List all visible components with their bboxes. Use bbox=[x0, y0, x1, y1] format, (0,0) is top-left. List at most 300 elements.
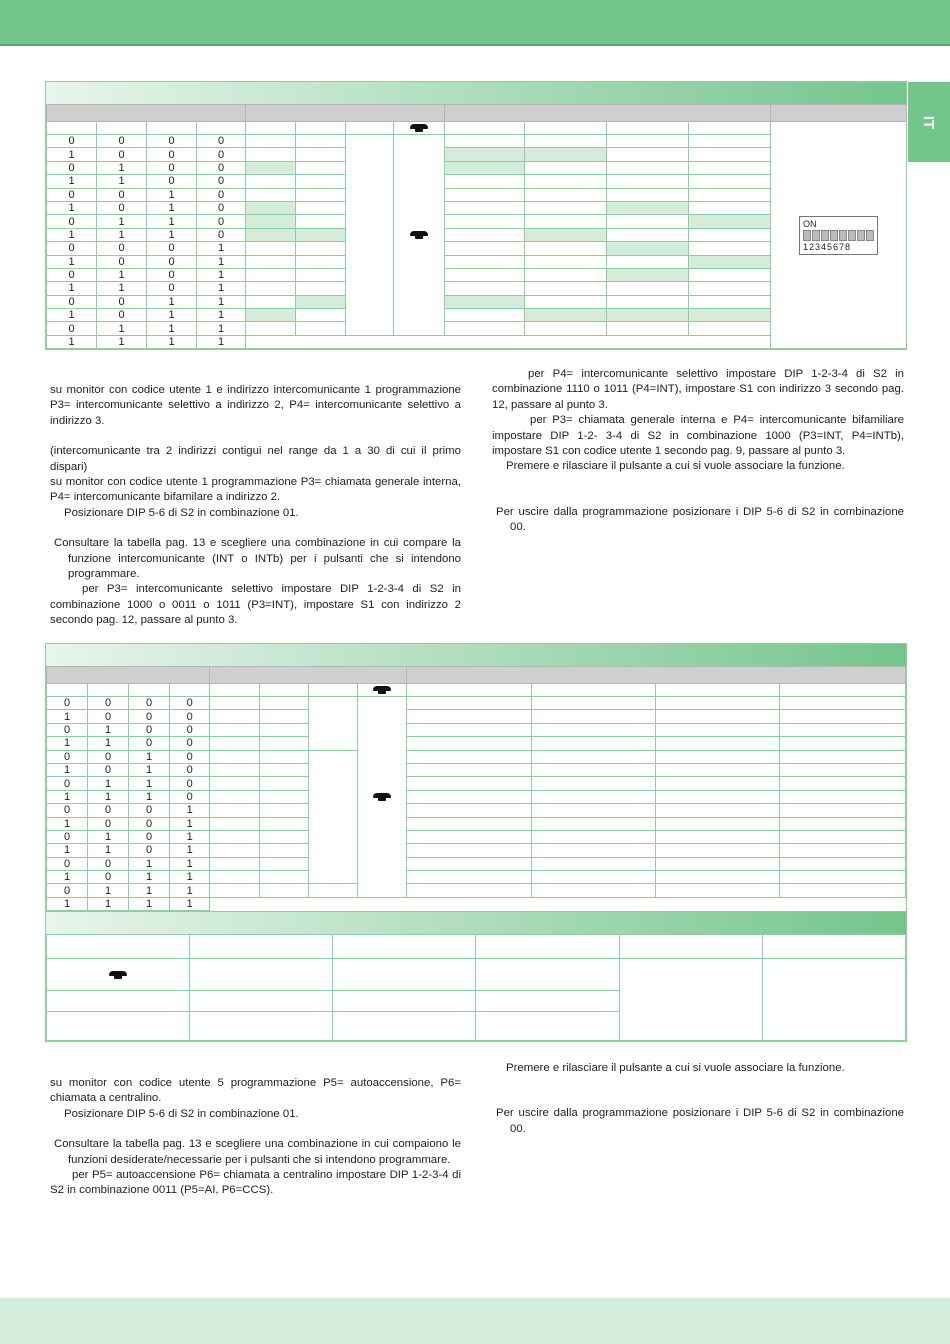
dip-value-cell: 0 bbox=[88, 750, 129, 763]
function-cell bbox=[525, 322, 607, 335]
function-cell bbox=[531, 763, 655, 776]
header-cell bbox=[47, 667, 210, 684]
dip-value-cell: 1 bbox=[47, 790, 88, 803]
dip-value-cell: 1 bbox=[47, 309, 97, 322]
function-cell bbox=[246, 188, 296, 201]
top-header-line bbox=[0, 44, 950, 46]
function-cell bbox=[531, 737, 655, 750]
dip-value-cell: 1 bbox=[147, 335, 197, 348]
dip-value-cell: 1 bbox=[47, 817, 88, 830]
function-cell bbox=[779, 710, 905, 723]
dip-value-cell: 0 bbox=[47, 322, 97, 335]
dip-value-cell: 1 bbox=[147, 295, 197, 308]
function-cell bbox=[210, 857, 260, 870]
function-cell bbox=[407, 804, 531, 817]
function-cell bbox=[296, 295, 346, 308]
dip-value-cell: 1 bbox=[47, 710, 88, 723]
function-cell bbox=[779, 844, 905, 857]
function-cell bbox=[779, 804, 905, 817]
table-row bbox=[47, 857, 906, 870]
function-cell bbox=[296, 188, 346, 201]
handset-icon bbox=[372, 792, 392, 802]
subheader-cell bbox=[689, 122, 771, 135]
table-row bbox=[47, 897, 906, 910]
dip-value-cell: 1 bbox=[170, 804, 210, 817]
dip-value-cell: 1 bbox=[147, 201, 197, 214]
dip-switch bbox=[812, 230, 820, 241]
function-cell bbox=[525, 175, 607, 188]
function-cell bbox=[525, 148, 607, 161]
dip-value-cell: 0 bbox=[97, 255, 147, 268]
function-cell bbox=[689, 282, 771, 295]
dip-value-cell: 1 bbox=[129, 777, 170, 790]
dip-value-cell: 1 bbox=[88, 723, 129, 736]
table1-section bbox=[45, 81, 907, 350]
function-cell bbox=[445, 295, 525, 308]
function-cell bbox=[210, 723, 260, 736]
subheader-cell bbox=[531, 684, 655, 697]
function-cell bbox=[445, 135, 525, 148]
table-row bbox=[47, 710, 906, 723]
dip-value-cell: 0 bbox=[170, 777, 210, 790]
subheader-cell bbox=[97, 122, 147, 135]
function-cell bbox=[655, 763, 779, 776]
dip-value-cell: 0 bbox=[147, 282, 197, 295]
subheader-cell bbox=[147, 122, 197, 135]
table-row bbox=[47, 723, 906, 736]
function-cell bbox=[531, 884, 655, 897]
dip-value-cell: 0 bbox=[88, 710, 129, 723]
function-cell bbox=[296, 242, 346, 255]
function-cell bbox=[296, 228, 346, 241]
function-cell bbox=[394, 135, 445, 336]
dip-value-cell: 1 bbox=[88, 897, 129, 910]
dip-value-cell: 0 bbox=[47, 830, 88, 843]
function-cell bbox=[210, 750, 260, 763]
dip-value-cell: 0 bbox=[47, 723, 88, 736]
dip-value-cell: 1 bbox=[147, 322, 197, 335]
table-row bbox=[47, 750, 906, 763]
function-cell bbox=[407, 697, 531, 710]
function-cell bbox=[260, 737, 309, 750]
header-cell bbox=[47, 105, 246, 122]
function-cell bbox=[246, 282, 296, 295]
subheader-cell bbox=[246, 122, 296, 135]
dip-value-cell: 0 bbox=[197, 175, 246, 188]
function-cell bbox=[445, 175, 525, 188]
function-cell bbox=[531, 804, 655, 817]
subheader-cell bbox=[525, 122, 607, 135]
function-cell bbox=[296, 175, 346, 188]
function-cell bbox=[689, 322, 771, 335]
subheader-cell bbox=[88, 684, 129, 697]
dip-value-cell: 1 bbox=[129, 763, 170, 776]
function-cell bbox=[246, 148, 296, 161]
example-description: su monitor con codice utente 1 e indirizzo intercomunicante 1 programmazione P3= intercomunicante selettivo a indirizzo 2, P4= intercomunicante selettivo a indirizzo 3. bbox=[50, 384, 461, 427]
function-cell bbox=[260, 777, 309, 790]
dip-value-cell: 0 bbox=[47, 161, 97, 174]
function-cell bbox=[407, 790, 531, 803]
dip-value-cell: 0 bbox=[197, 135, 246, 148]
function-cell bbox=[445, 188, 525, 201]
subheader-cell bbox=[47, 122, 97, 135]
dip-value-cell: 1 bbox=[47, 175, 97, 188]
table-row bbox=[47, 884, 906, 897]
function-cell bbox=[525, 242, 607, 255]
dip-value-cell: 0 bbox=[47, 242, 97, 255]
table-row bbox=[47, 830, 906, 843]
dip-switch bbox=[803, 230, 811, 241]
dip-value-cell: 1 bbox=[97, 228, 147, 241]
function-cell bbox=[531, 830, 655, 843]
dip-value-cell: 1 bbox=[129, 897, 170, 910]
handset-icon bbox=[108, 970, 128, 980]
function-cell bbox=[407, 710, 531, 723]
dip-value-cell: 0 bbox=[47, 857, 88, 870]
function-cell bbox=[246, 161, 296, 174]
function-cell bbox=[246, 215, 296, 228]
function-cell bbox=[531, 697, 655, 710]
function-cell bbox=[607, 175, 689, 188]
dip-value-cell: 1 bbox=[97, 161, 147, 174]
function-cell bbox=[407, 871, 531, 884]
step2-4: Per uscire dalla programmazione posizionare i DIP 5-6 di S2 in combinazione 00. bbox=[496, 1107, 904, 1135]
function-cell bbox=[407, 750, 531, 763]
function-cell bbox=[607, 215, 689, 228]
function-cell bbox=[779, 750, 905, 763]
dip-value-cell: 0 bbox=[47, 884, 88, 897]
empty-cell bbox=[210, 897, 906, 910]
function-cell bbox=[407, 737, 531, 750]
subheader-cell bbox=[129, 684, 170, 697]
dip-value-cell: 0 bbox=[197, 228, 246, 241]
function-cell bbox=[260, 857, 309, 870]
function-cell bbox=[655, 830, 779, 843]
dip-value-cell: 1 bbox=[197, 335, 246, 348]
function-cell bbox=[779, 790, 905, 803]
function-cell bbox=[210, 763, 260, 776]
function-cell bbox=[246, 322, 296, 335]
dip-value-cell: 1 bbox=[170, 884, 210, 897]
function-cell bbox=[607, 282, 689, 295]
dip-value-cell: 0 bbox=[129, 804, 170, 817]
function-cell bbox=[531, 817, 655, 830]
dip-value-cell: 0 bbox=[147, 175, 197, 188]
function-cell bbox=[260, 817, 309, 830]
step-4: Per uscire dalla programmazione posizionare i DIP 5-6 di S2 in combinazione 00. bbox=[496, 505, 904, 534]
dip-value-cell: 0 bbox=[170, 737, 210, 750]
header-cell bbox=[407, 667, 906, 684]
function-cell bbox=[689, 255, 771, 268]
table2-section bbox=[45, 643, 907, 1042]
function-cell bbox=[607, 309, 689, 322]
function-cell bbox=[260, 844, 309, 857]
function-cell bbox=[260, 871, 309, 884]
function-cell bbox=[525, 295, 607, 308]
function-cell bbox=[607, 228, 689, 241]
dip-value-cell: 0 bbox=[129, 697, 170, 710]
dip-value-cell: 0 bbox=[170, 790, 210, 803]
function-cell bbox=[689, 175, 771, 188]
dip-switches bbox=[803, 230, 874, 241]
function-cell bbox=[445, 161, 525, 174]
dip-value-cell: 0 bbox=[88, 763, 129, 776]
dip-value-cell: 1 bbox=[197, 268, 246, 281]
function-cell bbox=[296, 148, 346, 161]
dip-value-cell: 1 bbox=[97, 335, 147, 348]
function-cell bbox=[246, 201, 296, 214]
dip-value-cell: 1 bbox=[147, 215, 197, 228]
function-cell bbox=[607, 201, 689, 214]
dip-value-cell: 1 bbox=[97, 322, 147, 335]
dip-value-cell: 1 bbox=[129, 884, 170, 897]
table-row bbox=[47, 763, 906, 776]
function-cell bbox=[607, 161, 689, 174]
function-cell bbox=[445, 282, 525, 295]
function-cell bbox=[445, 322, 525, 335]
step2-2a: per P5= autoaccensione P6= chiamata a centralino impostare DIP 1-2-3-4 di S2 in combinazione 0011 (P5=AI, P6=CCS). bbox=[50, 1169, 461, 1197]
function-cell bbox=[296, 255, 346, 268]
dip-value-cell: 1 bbox=[47, 228, 97, 241]
step2-1: Posizionare DIP 5-6 di S2 in combinazione 01. bbox=[64, 1107, 299, 1120]
dip-value-cell: 0 bbox=[129, 830, 170, 843]
function-cell bbox=[210, 777, 260, 790]
function-cell bbox=[296, 268, 346, 281]
function-cell bbox=[445, 148, 525, 161]
function-cell bbox=[689, 309, 771, 322]
dip-switch bbox=[821, 230, 829, 241]
header-cell bbox=[445, 105, 771, 122]
function-cell bbox=[655, 710, 779, 723]
function-cell bbox=[689, 295, 771, 308]
function-cell bbox=[525, 309, 607, 322]
function-cell bbox=[779, 817, 905, 830]
table-row bbox=[47, 790, 906, 803]
dip-value-cell: 0 bbox=[97, 201, 147, 214]
dip-value-cell: 0 bbox=[147, 161, 197, 174]
dip-value-cell: 0 bbox=[97, 309, 147, 322]
subheader-cell bbox=[309, 684, 358, 697]
dip-value-cell: 1 bbox=[97, 175, 147, 188]
handset-icon bbox=[409, 123, 429, 133]
dip-value-cell: 1 bbox=[47, 255, 97, 268]
dip-value-cell: 1 bbox=[47, 871, 88, 884]
subheader-cell bbox=[358, 684, 407, 697]
function-cell bbox=[531, 844, 655, 857]
function-cell bbox=[346, 135, 394, 336]
function-cell bbox=[607, 322, 689, 335]
dip-value-cell: 0 bbox=[88, 871, 129, 884]
function-cell bbox=[260, 790, 309, 803]
function-cell bbox=[779, 884, 905, 897]
dip-value-cell: 1 bbox=[197, 282, 246, 295]
function-cell bbox=[655, 844, 779, 857]
subheader-cell bbox=[170, 684, 210, 697]
function-cell bbox=[296, 201, 346, 214]
function-cell bbox=[655, 884, 779, 897]
subheader-cell bbox=[260, 684, 309, 697]
dip-value-cell: 1 bbox=[129, 790, 170, 803]
dip-value-cell: 1 bbox=[47, 335, 97, 348]
dip-value-cell: 1 bbox=[88, 777, 129, 790]
dip-value-cell: 0 bbox=[88, 857, 129, 870]
dip-switch-diagram bbox=[799, 216, 878, 255]
function-cell bbox=[607, 188, 689, 201]
intercom-note: (intercomunicante tra 2 indirizzi contigui nel range da 1 a 30 di cui il primo dispari) bbox=[50, 445, 461, 473]
dip-value-cell: 0 bbox=[170, 763, 210, 776]
example-description-2: su monitor con codice utente 1 programmazione P3= chiamata generale interna, P4= intercomunicante bifamilare a indirizzo 2. bbox=[50, 476, 461, 504]
function-cell bbox=[260, 830, 309, 843]
function-cell bbox=[655, 697, 779, 710]
subheader-cell bbox=[197, 122, 246, 135]
dip-value-cell: 1 bbox=[47, 148, 97, 161]
function-cell bbox=[531, 777, 655, 790]
function-cell bbox=[525, 201, 607, 214]
function-cell bbox=[407, 844, 531, 857]
step-2c: per P3= chiamata generale interna e P4= intercomunicante bifamiliare impostare DIP 1-2- 3-4 di S2 in combinazione 1000 (P3=INT, P4=INTb), impostare S1 con codice utente 1 secondo pag. 9, passare al punto 3. bbox=[492, 414, 904, 458]
table-row bbox=[47, 804, 906, 817]
dip-switch bbox=[830, 230, 838, 241]
function-cell bbox=[210, 844, 260, 857]
dip-value-cell: 0 bbox=[47, 750, 88, 763]
dip-value-cell: 0 bbox=[47, 777, 88, 790]
step-3: Premere e rilasciare il pulsante a cui si vuole associare la funzione. bbox=[506, 460, 845, 473]
dip-value-cell: 0 bbox=[47, 215, 97, 228]
dip-value-cell: 1 bbox=[147, 228, 197, 241]
dip-value-cell: 1 bbox=[129, 750, 170, 763]
subheader-cell bbox=[47, 684, 88, 697]
function-cell bbox=[531, 790, 655, 803]
language-tab[interactable] bbox=[908, 82, 950, 162]
function-cell bbox=[246, 255, 296, 268]
function-cell bbox=[655, 817, 779, 830]
function-cell bbox=[531, 857, 655, 870]
function-cell bbox=[531, 710, 655, 723]
function-cell bbox=[655, 750, 779, 763]
dip-value-cell: 1 bbox=[97, 282, 147, 295]
function-cell bbox=[531, 750, 655, 763]
table1-header-row bbox=[47, 105, 907, 122]
subheader-cell bbox=[394, 122, 445, 135]
section1-right-text bbox=[492, 367, 904, 536]
function-cell bbox=[210, 697, 260, 710]
function-cell bbox=[525, 255, 607, 268]
dip-value-cell: 1 bbox=[88, 844, 129, 857]
function-cell bbox=[309, 697, 358, 751]
function-cell bbox=[779, 697, 905, 710]
function-cell bbox=[260, 750, 309, 763]
function-cell bbox=[210, 804, 260, 817]
dip-value-cell: 0 bbox=[88, 804, 129, 817]
table1-subheader-row bbox=[47, 122, 907, 135]
dip-value-cell: 0 bbox=[97, 295, 147, 308]
dip-value-cell: 0 bbox=[170, 697, 210, 710]
dip-value-cell: 0 bbox=[97, 135, 147, 148]
table2-gradient-header bbox=[46, 644, 906, 666]
function-cell bbox=[655, 804, 779, 817]
dip-value-cell: 1 bbox=[197, 322, 246, 335]
function-cell bbox=[607, 148, 689, 161]
table3 bbox=[46, 934, 906, 1041]
dip-value-cell: 1 bbox=[47, 282, 97, 295]
header-cell bbox=[771, 105, 907, 122]
subheader-cell bbox=[407, 684, 531, 697]
function-cell bbox=[260, 884, 309, 897]
function-cell bbox=[531, 871, 655, 884]
step-2: Consultare la tabella pag. 13 e scegliere una combinazione in cui compare la funzione intercomunicante (INT o INTb) per i pulsanti che si intendono programmare. bbox=[54, 537, 461, 581]
dip-value-cell: 0 bbox=[47, 268, 97, 281]
function-cell bbox=[210, 737, 260, 750]
dip-switch-cell bbox=[771, 122, 907, 349]
subheader-cell bbox=[607, 122, 689, 135]
function-cell bbox=[689, 242, 771, 255]
function-cell bbox=[607, 255, 689, 268]
function-cell bbox=[779, 763, 905, 776]
function-cell bbox=[407, 763, 531, 776]
subheader-cell bbox=[445, 122, 525, 135]
function-cell bbox=[779, 871, 905, 884]
function-cell bbox=[689, 161, 771, 174]
section2-right-text bbox=[492, 1061, 904, 1137]
dip-value-cell: 0 bbox=[170, 750, 210, 763]
function-cell bbox=[779, 857, 905, 870]
dip-value-cell: 0 bbox=[47, 804, 88, 817]
function-cell bbox=[655, 790, 779, 803]
function-cell bbox=[296, 215, 346, 228]
table2-subheader-row bbox=[47, 684, 906, 697]
dip-value-cell: 1 bbox=[197, 255, 246, 268]
dip-value-cell: 0 bbox=[197, 161, 246, 174]
function-cell bbox=[210, 830, 260, 843]
function-cell bbox=[260, 723, 309, 736]
language-tab-label: IT bbox=[920, 115, 938, 129]
dip-switch bbox=[848, 230, 856, 241]
function-cell bbox=[407, 857, 531, 870]
bottom-footer-bar bbox=[0, 1298, 950, 1344]
header-cell bbox=[210, 667, 407, 684]
dip-value-cell: 1 bbox=[170, 897, 210, 910]
dip-value-cell: 1 bbox=[129, 857, 170, 870]
function-cell bbox=[246, 175, 296, 188]
handset-icon bbox=[372, 685, 392, 695]
dip-value-cell: 1 bbox=[170, 817, 210, 830]
step2-3: Premere e rilasciare il pulsante a cui si vuole associare la funzione. bbox=[506, 1062, 845, 1074]
function-cell bbox=[531, 723, 655, 736]
function-cell bbox=[296, 161, 346, 174]
function-cell bbox=[445, 242, 525, 255]
function-cell bbox=[445, 268, 525, 281]
function-cell bbox=[689, 188, 771, 201]
dip-value-cell: 1 bbox=[88, 830, 129, 843]
function-cell bbox=[525, 268, 607, 281]
dip-value-cell: 0 bbox=[129, 737, 170, 750]
function-cell bbox=[407, 830, 531, 843]
dip-value-cell: 0 bbox=[147, 242, 197, 255]
example2-description: su monitor con codice utente 5 programmazione P5= autoaccensione, P6= chiamata a centralino. bbox=[50, 1077, 461, 1105]
function-cell bbox=[309, 884, 358, 897]
dip-value-cell: 1 bbox=[147, 188, 197, 201]
subheader-cell bbox=[296, 122, 346, 135]
dip-value-cell: 0 bbox=[129, 817, 170, 830]
dip-value-cell: 1 bbox=[47, 201, 97, 214]
dip-numbers: 12345678 bbox=[803, 241, 852, 252]
dip-value-cell: 0 bbox=[197, 188, 246, 201]
function-cell bbox=[260, 697, 309, 710]
function-cell bbox=[445, 255, 525, 268]
function-cell bbox=[296, 135, 346, 148]
function-cell bbox=[358, 697, 407, 898]
dip-value-cell: 1 bbox=[197, 309, 246, 322]
